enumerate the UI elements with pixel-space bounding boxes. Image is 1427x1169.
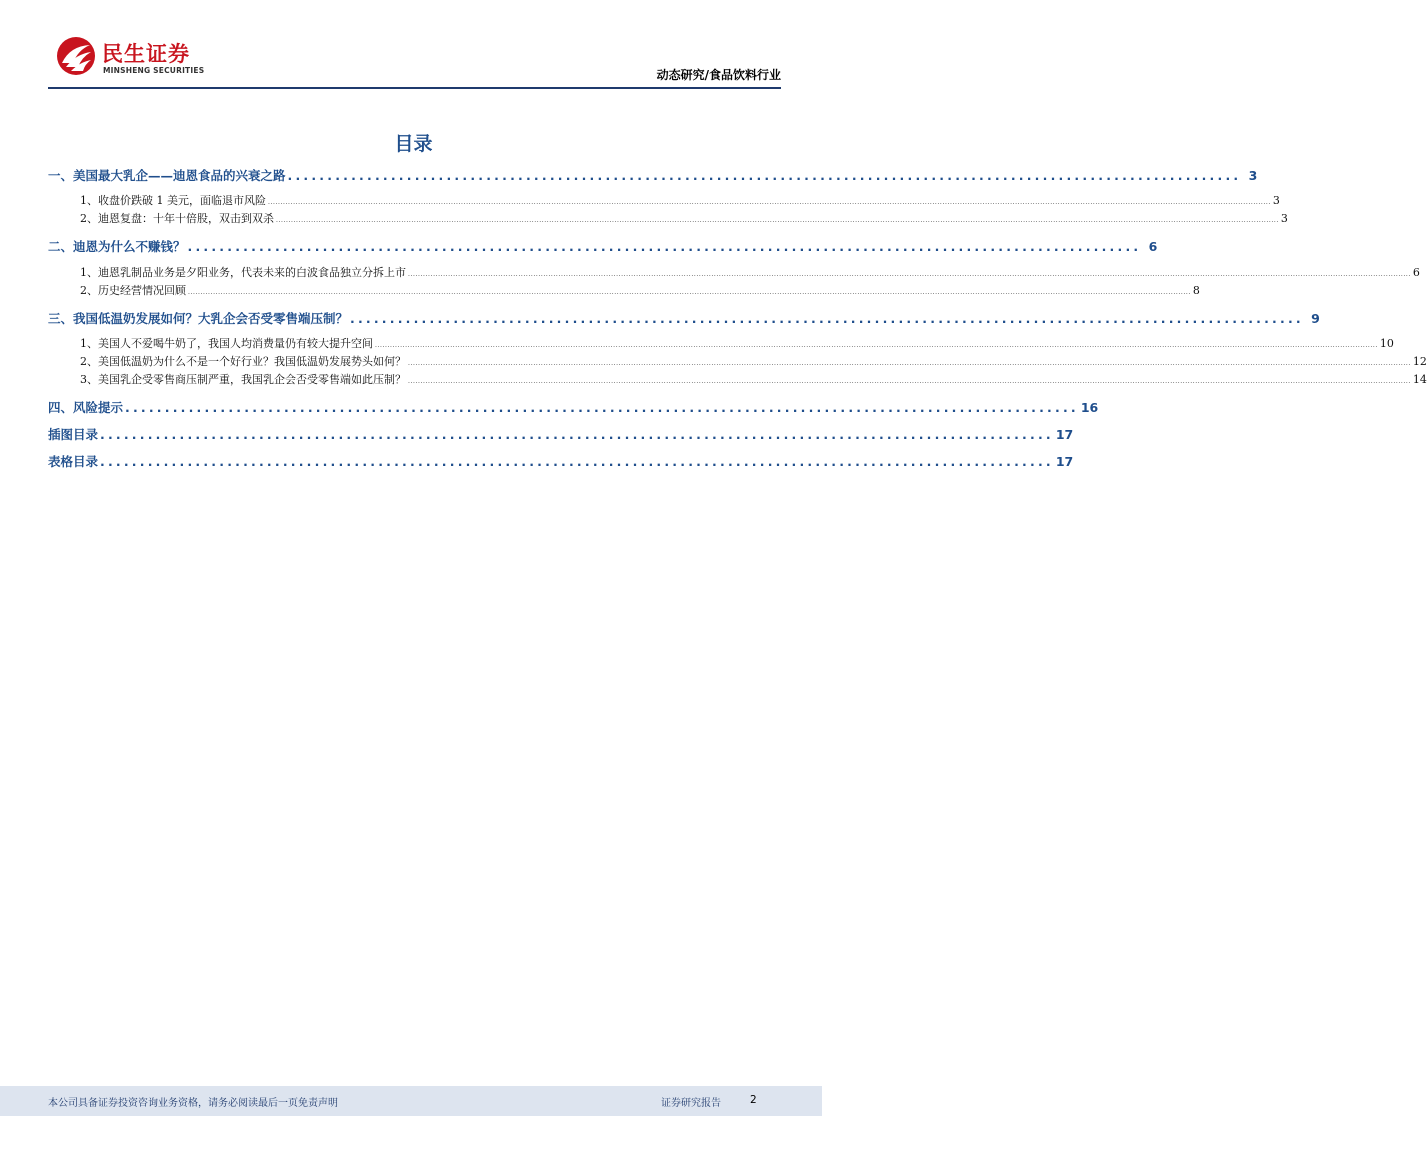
toc-entry-page: 3 xyxy=(1272,194,1280,207)
toc-section-entry[interactable] xyxy=(80,335,1394,351)
toc-leader-dots: ................................................................................................................................................................................................................................................................................................................................................................................................................ xyxy=(276,217,1279,224)
toc-section-entry[interactable] xyxy=(80,210,1288,226)
toc-section-entry[interactable] xyxy=(80,192,1280,208)
toc-chapter-entry[interactable] xyxy=(48,425,1074,443)
toc-entry-label: 2、美国低温奶为什么不是一个好行业？我国低温奶发展势头如何？ xyxy=(80,355,406,368)
toc-chapter-entry[interactable] xyxy=(48,398,1099,416)
toc-entry-label: 二、迪恩为什么不赚钱？ xyxy=(48,239,186,254)
toc-entry-page: 12 xyxy=(1412,355,1427,368)
toc-entry-page: 6 xyxy=(1412,266,1420,279)
footer-report-type: 证券研究报告 xyxy=(661,1098,721,1109)
toc-leader-dots: ........................................................................................................................ xyxy=(287,168,1242,183)
footer-disclaimer: 本公司具备证券投资咨询业务资格，请务必阅读最后一页免责声明 xyxy=(48,1098,338,1109)
toc-section-entry[interactable] xyxy=(80,282,1200,298)
toc-entry-label: 2、历史经营情况回顾 xyxy=(80,284,186,297)
toc-leader-dots: ................................................................................................................................................................................................................................................................................................................................................................................................................ xyxy=(408,360,1411,367)
logo-chinese-name: 民生证券 xyxy=(102,42,190,66)
toc-title: 目录 xyxy=(394,133,433,155)
toc-section-entry[interactable] xyxy=(80,353,1427,369)
toc-leader-dots: ................................................................................................................................................................................................................................................................................................................................................................................................................ xyxy=(408,271,1411,278)
toc-leader-dots: ................................................................................................................................................................................................................................................................................................................................................................................................................ xyxy=(375,342,1378,349)
toc-entry-page: 6 xyxy=(1148,239,1158,254)
toc-leader-dots: ........................................................................................................................ xyxy=(187,239,1142,254)
toc-entry-page: 8 xyxy=(1192,284,1200,297)
toc-leader-dots: ................................................................................................................................................................................................................................................................................................................................................................................................................ xyxy=(188,289,1191,296)
toc-entry-label: 1、美国人不爱喝牛奶了，我国人均消费量仍有较大提升空间 xyxy=(80,337,373,350)
toc-entry-label: 插图目录 xyxy=(48,427,99,442)
toc-entry-label: 三、我国低温奶发展如何？大乳企会否受零售端压制？ xyxy=(48,311,349,326)
toc-entry-page: 3 xyxy=(1248,168,1258,183)
toc-chapter-entry[interactable] xyxy=(48,166,1258,184)
minsheng-logo-icon xyxy=(56,36,96,76)
toc-entry-page: 16 xyxy=(1080,400,1099,415)
toc-entry-label: 四、风险提示 xyxy=(48,400,124,415)
toc-entry-label: 3、美国乳企受零售商压制严重，我国乳企会否受零售端如此压制？ xyxy=(80,373,406,386)
toc-entry-page: 10 xyxy=(1379,337,1394,350)
toc-section-entry[interactable] xyxy=(80,371,1427,387)
toc-entry-page: 14 xyxy=(1412,373,1427,386)
toc-entry-label: 2、迪恩复盘：十年十倍股，双击到双杀 xyxy=(80,212,274,225)
toc-entry-page: 3 xyxy=(1280,212,1288,225)
toc-chapter-entry[interactable] xyxy=(48,309,1320,327)
toc-entry-label: 1、迪恩乳制品业务是夕阳业务，代表未来的白波食品独立分拆上市 xyxy=(80,266,406,279)
toc-entry-label: 1、收盘价跌破 1 美元，面临退市风险 xyxy=(80,194,266,207)
page-number: 2 xyxy=(750,1094,757,1106)
toc-leader-dots: ................................................................................................................................................................................................................................................................................................................................................................................................................ xyxy=(408,378,1411,385)
page-header xyxy=(48,30,781,90)
logo-english-name: MINSHENG SECURITIES xyxy=(103,66,205,75)
toc-chapter-entry[interactable] xyxy=(48,452,1074,470)
header-divider xyxy=(48,87,781,89)
page-footer xyxy=(0,1086,822,1116)
toc-section-entry[interactable] xyxy=(80,264,1420,280)
toc-leader-dots: ................................................................................................................................................................................................................................................................................................................................................................................................................ xyxy=(268,199,1271,206)
toc-chapter-entry[interactable] xyxy=(48,237,1158,255)
toc-entry-label: 表格目录 xyxy=(48,454,99,469)
toc-entry-page: 9 xyxy=(1311,311,1320,326)
toc-entry-label: 一、美国最大乳企——迪恩食品的兴衰之路 xyxy=(48,168,286,183)
report-category: 动态研究/食品饮料行业 xyxy=(656,68,781,82)
toc-entry-page: 17 xyxy=(1055,454,1074,469)
company-logo xyxy=(56,36,216,80)
toc-leader-dots: ........................................................................................................................ xyxy=(125,400,1079,415)
toc-leader-dots: ........................................................................................................................ xyxy=(350,311,1304,326)
toc-leader-dots: ........................................................................................................................ xyxy=(100,427,1054,442)
toc-entry-page: 17 xyxy=(1055,427,1074,442)
toc-leader-dots: ........................................................................................................................ xyxy=(100,454,1054,469)
